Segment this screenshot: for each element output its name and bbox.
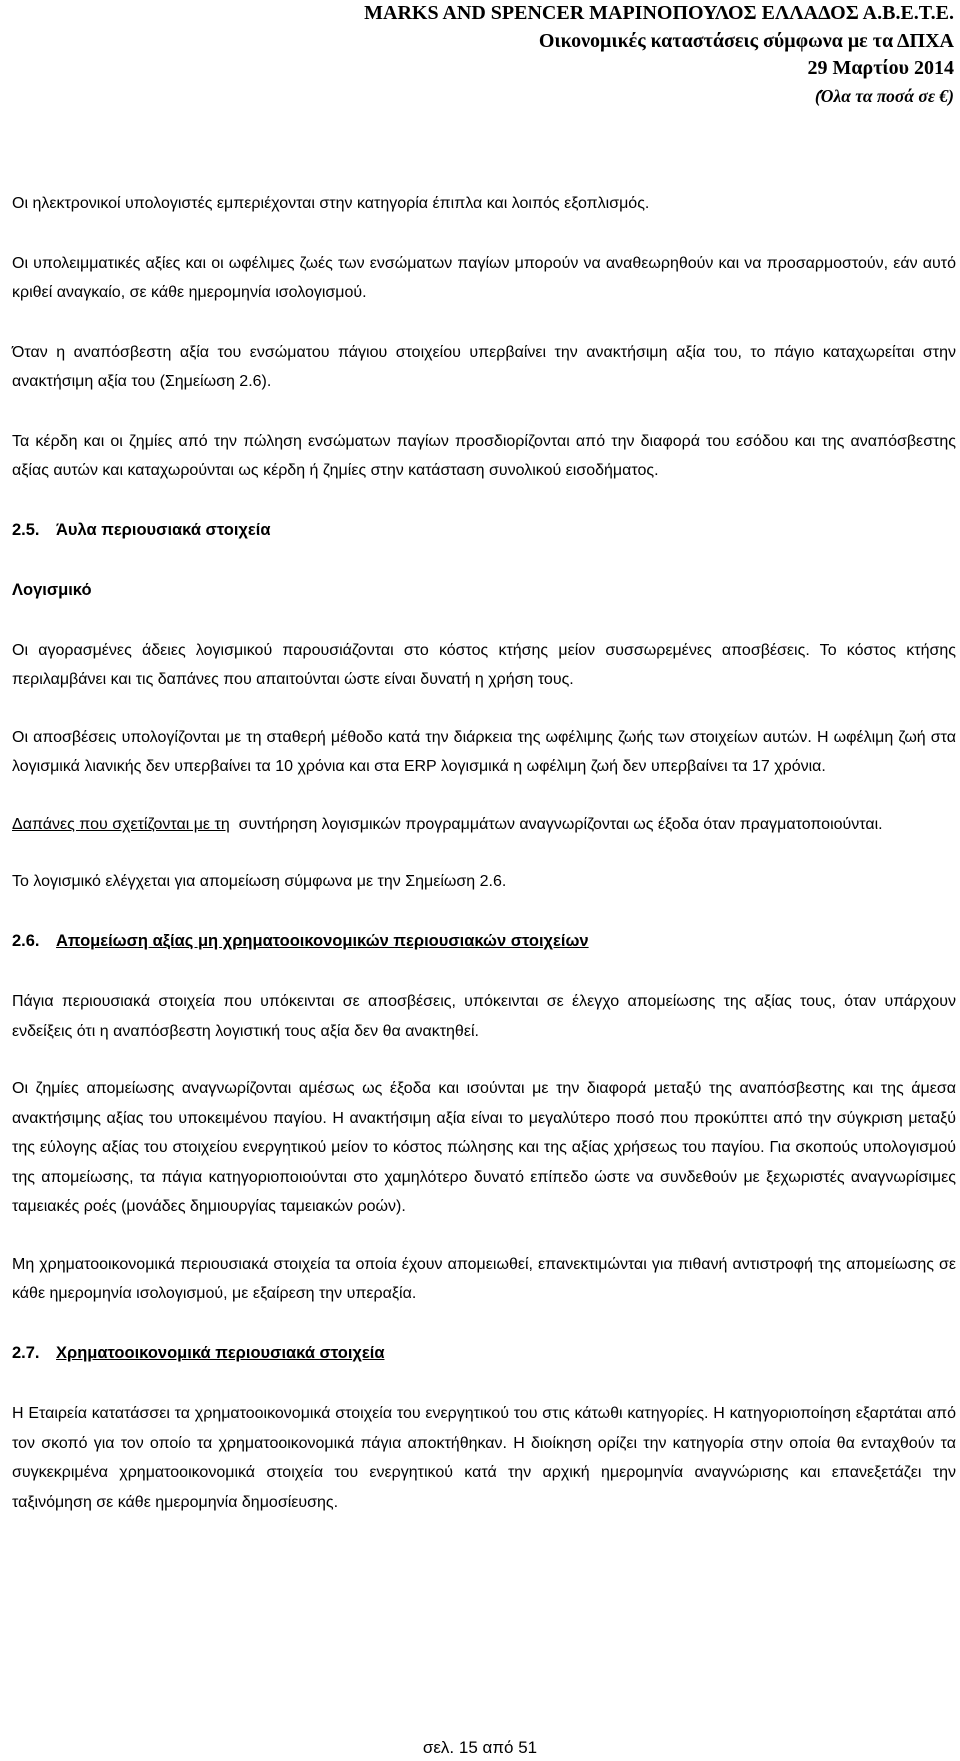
subheading-software: Λογισμικό xyxy=(12,581,92,599)
section-number: 2.5. xyxy=(12,520,40,539)
paragraph-impairment-test: Το λογισμικό ελέγχεται για απομείωση σύμφωνα με την Σημείωση 2.6. xyxy=(12,873,507,890)
paragraph-disposal-gains: Τα κέρδη και οι ζημίες από την πώληση ενσώματων παγίων προσδιορίζονται από την διαφορά του εσόδου και της αναπόσβεστης αξίας αυτών και καταχωρούνται ως κέρδη ή ζημίες στην κατάσταση συνολικού εισοδήματος. xyxy=(12,432,956,479)
paragraph-computers: Οι ηλεκτρονικοί υπολογιστές εμπεριέχονται στην κατηγορία έπιπλα και λοιπός εξοπλισμός. xyxy=(12,195,650,212)
paragraph-software-licenses: Οι αγορασμένες άδειες λογισμικού παρουσιάζονται στο κόστος κτήσης μείον συσσωρεμένες αποσβέσεις. Το κόστος κτήσης περιλαμβάνει και τις δαπάνες που απαιτούνται ώστε είναι δυνατή η χρήση τους. xyxy=(12,641,956,688)
section-title: Άυλα περιουσιακά στοιχεία xyxy=(56,520,271,539)
page-header xyxy=(364,0,954,110)
paragraph-impairment-reversal: Μη χρηματοοικονομικά περιουσιακά στοιχεία τα οποία έχουν απομειωθεί, επανεκτιμώνται για πιθανή αντιστροφή της απομείωσης σε κάθε ημερομηνία ισολογισμού, με εξαίρεση την υπεραξία. xyxy=(12,1255,956,1302)
page-number: σελ. 15 από 51 xyxy=(422,1738,538,1757)
paragraph-recoverable-amount: Όταν η αναπόσβεστη αξία του ενσώματου πάγιου στοιχείου υπερβαίνει την ανακτήσιμη αξία του, το πάγιο καταχωρείται στην ανακτήσιμη αξία του (Σημείωση 2.6). xyxy=(12,343,956,390)
paragraph-lead-underlined: Δαπάνες που σχετίζονται με τη xyxy=(12,815,230,833)
paragraph-impairment-losses: Οι ζημίες απομείωσης αναγνωρίζονται αμέσως ως έξοδα και ισούνται με την διαφορά μεταξύ της αναπόσβεστης και της άμεσα ανακτήσιμης αξίας του υποκειμένου παγίου. Η ανακτήσιμη αξία είναι το μεγαλύτερο ποσό που προκύπτει από την σύγκριση μεταξύ της εύλογης αξίας του στοιχείου ενεργητικού μείον το κόστος πώλησης και της αξίας χρήσεως του παγίου. Για σκοπούς υπολογισμού της απομείωσης, τα πάγια κατηγοριοποιούνται στο χαμηλότερο δυνατό επίπεδο ώστε να συνδεθούν με ξεχωριστές αναγνωρίσιμες ταμειακές ροές (μονάδες δημιουργίας ταμειακών ροών). xyxy=(12,1080,956,1215)
paragraph-residual-values: Οι υπολειμματικές αξίες και οι ωφέλιμες ζωές των ενσώματων παγίων μπορούν να αναθεωρηθούν και να προσαρμοστούν, εάν αυτό κριθεί αναγκαίο, σε κάθε ημερομηνία ισολογισμού. xyxy=(12,254,956,301)
paragraph-financial-assets: Η Εταιρεία κατατάσσει τα χρηματοοικονομικά στοιχεία του ενεργητικού του στις κάτωθι κατηγορίες. Η κατηγοριοποίηση εξαρτάται από τον σκοπό για τον οποίο τα χρηματοοικονομικά πάγια αποκτήθηκαν. Η διοίκηση ορίζει την κατηγορία στην οποία θα ενταχθούν τα συγκεκριμένα χρηματοοικονομικά στοιχεία του ενεργητικού κατά την αρχική ημερομηνία αναγνώρισης και επανεξετάζει την ταξινόμηση σε κάθε ημερομηνία δημοσίευσης. xyxy=(12,1405,956,1511)
section-number: 2.6. xyxy=(12,931,40,950)
document-body xyxy=(12,189,956,1547)
paragraph-rest: συντήρηση λογισμικών προγραμμάτων αναγνωρίζονται ως έξοδα όταν πραγματοποιούνται. xyxy=(229,815,883,833)
section-title: Απομείωση αξίας μη χρηματοοικονομικών περιουσιακών στοιχείων xyxy=(56,931,589,950)
page-footer xyxy=(0,1738,960,1758)
paragraph-impairment-review: Πάγια περιουσιακά στοιχεία που υπόκεινται σε αποσβέσεις, υπόκεινται σε έλεγχο απομείωσης της αξίας τους, όταν υπάρχουν ενδείξεις ότι η αναπόσβεστη λογιστική τους αξία δεν θα ανακτηθεί. xyxy=(12,993,956,1040)
section-number: 2.7. xyxy=(12,1343,40,1362)
report-date: 29 Μαρτίου 2014 xyxy=(807,57,954,79)
section-heading-2-5 xyxy=(12,516,956,546)
section-title: Χρηματοοικονομικά περιουσιακά στοιχεία xyxy=(56,1343,385,1362)
company-name: MARKS AND SPENCER ΜΑΡΙΝΟΠΟΥΛΟΣ ΕΛΛΑΔΟΣ Α.Β.Ε.Τ.Ε. xyxy=(364,2,954,24)
paragraph-maintenance-costs xyxy=(12,810,956,840)
paragraph-amortization: Οι αποσβέσεις υπολογίζονται με τη σταθερή μέθοδο κατά την διάρκεια της ωφέλιμης ζωής των στοιχείων αυτών. Η ωφέλιμη ζωή στα λογισμικά λιανικής δεν υπερβαίνει τα 10 χρόνια και στα ERP λογισμικά η ωφέλιμη ζωή δεν υπερβαίνει τα 17 χρόνια. xyxy=(12,728,956,775)
currency-note: (Όλα τα ποσά σε €) xyxy=(814,85,954,106)
statements-title: Οικονομικές καταστάσεις σύμφωνα με τα ΔΠΧΑ xyxy=(538,29,954,52)
section-heading-2-6 xyxy=(12,927,956,957)
section-heading-2-7 xyxy=(12,1339,956,1369)
